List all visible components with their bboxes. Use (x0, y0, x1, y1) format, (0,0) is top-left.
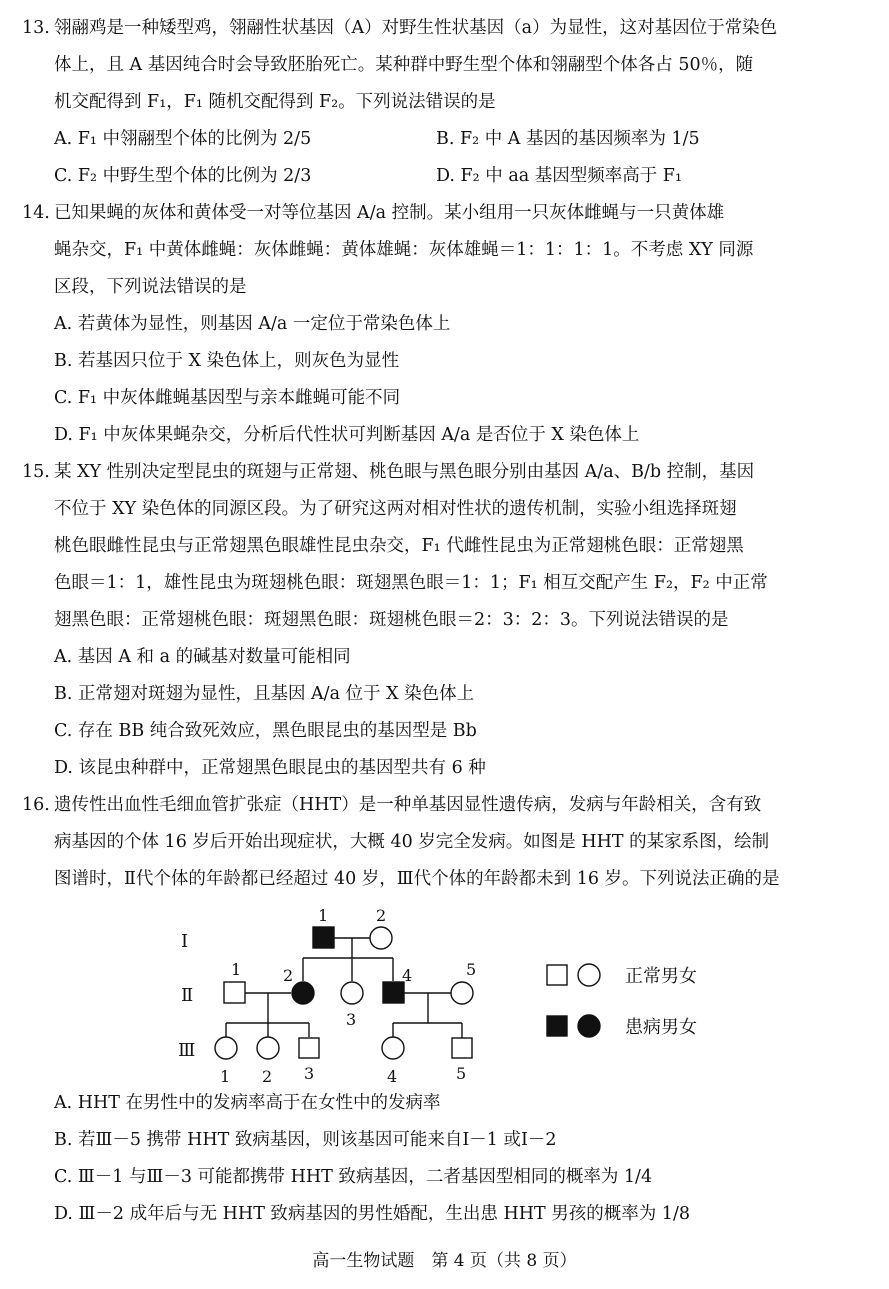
num-I-2: 2 (376, 906, 387, 925)
q16-option-b: B. 若Ⅲ－5 携带 HHT 致病基因，则该基因可能来自Ⅰ－1 或Ⅰ－2 (54, 1130, 557, 1150)
q15-line-1: 某 XY 性别决定型昆虫的斑翅与正常翅、桃色眼与黑色眼分别由基因 A/a、B/b 控制，基因 (54, 462, 755, 482)
q13-line-2: 体上，且 A 基因纯合时会导致胚胎死亡。某种群中野生型个体和翎翮型个体各占 50％，随 (54, 55, 754, 75)
legend-affected-male-icon (547, 1016, 567, 1036)
q14-line-1: 已知果蝇的灰体和黄体受一对等位基因 A/a 控制。某小组用一只灰体雌蝇与一只黄体雄 (54, 203, 725, 223)
q15-line-2: 不位于 XY 染色体的同源区段。为了研究这两对相对性状的遗传机制，实验小组选择斑翅 (54, 499, 737, 519)
legend-normal-label: 正常男女 (625, 966, 697, 987)
pedigree-diagram (0, 895, 889, 1090)
q13-option-d: D. F₂ 中 aa 基因型频率高于 F₁ (436, 166, 682, 186)
q16-number: 16. (22, 795, 50, 815)
individual-II-4-affected-male (383, 982, 404, 1003)
q14-line-3: 区段，下列说法错误的是 (54, 277, 247, 297)
individual-III-3-normal-male (299, 1038, 319, 1058)
individual-I-1-affected-male (313, 927, 334, 948)
legend-affected-female-icon (578, 1015, 600, 1037)
q15-line-4: 色眼＝1：1，雄性昆虫为斑翅桃色眼：斑翅黑色眼＝1：1；F₁ 相互交配产生 F₂，F₂ 中正常 (54, 573, 768, 593)
q13-line-1: 翎翮鸡是一种矮型鸡，翎翮性状基因（A）对野生性状基因（a）为显性，这对基因位于常染色 (54, 18, 778, 38)
q15-option-c: C. 存在 BB 纯合致死效应，黑色眼昆虫的基因型是 Bb (54, 721, 477, 741)
num-II-2: 2 (283, 966, 294, 985)
num-III-2: 2 (262, 1067, 273, 1086)
q14-line-2: 蝇杂交，F₁ 中黄体雌蝇：灰体雌蝇：黄体雄蝇：灰体雄蝇＝1：1：1：1。不考虑 XY 同源 (54, 240, 754, 260)
q15-option-d: D. 该昆虫种群中，正常翅黑色眼昆虫的基因型共有 6 种 (54, 758, 486, 778)
num-III-1: 1 (220, 1067, 231, 1086)
gen-label-II: Ⅱ (181, 985, 194, 1006)
gen-label-III: Ⅲ (178, 1040, 196, 1061)
q14-option-b: B. 若基因只位于 X 染色体上，则灰色为显性 (54, 351, 400, 371)
gen-label-I: Ⅰ (181, 931, 189, 952)
q16-line-3: 图谱时，Ⅱ代个体的年龄都已经超过 40 岁，Ⅲ代个体的年龄都未到 16 岁。下列说法正确的是 (54, 869, 780, 889)
legend-normal-male-icon (547, 965, 567, 985)
q16-line-2: 病基因的个体 16 岁后开始出现症状，大概 40 岁完全发病。如图是 HHT 的某家系图，绘制 (54, 832, 770, 852)
q15-line-3: 桃色眼雌性昆虫与正常翅黑色眼雄性昆虫杂交，F₁ 代雌性昆虫为正常翅桃色眼：正常翅黑 (54, 536, 744, 556)
num-II-5: 5 (466, 960, 477, 979)
num-III-3: 3 (304, 1064, 315, 1083)
q13-option-a: A. F₁ 中翎翮型个体的比例为 2/5 (54, 129, 312, 149)
q13-line-3: 机交配得到 F₁，F₁ 随机交配得到 F₂。下列说法错误的是 (54, 92, 496, 112)
num-III-4: 4 (387, 1067, 398, 1086)
num-III-5: 5 (456, 1064, 467, 1083)
q13-option-b: B. F₂ 中 A 基因的基因频率为 1/5 (436, 129, 700, 149)
q15-line-5: 翅黑色眼：正常翅桃色眼：斑翅黑色眼：斑翅桃色眼＝2：3：2：3。下列说法错误的是 (54, 610, 729, 630)
q15-option-a: A. 基因 A 和 a 的碱基对数量可能相同 (54, 647, 351, 667)
individual-II-2-affected-female (292, 982, 314, 1004)
q14-option-d: D. F₁ 中灰体果蝇杂交，分析后代性状可判断基因 A/a 是否位于 X 染色体上 (54, 425, 640, 445)
individual-III-5-normal-male (452, 1038, 472, 1058)
q14-option-c: C. F₁ 中灰体雌蝇基因型与亲本雌蝇可能不同 (54, 388, 401, 408)
q13-option-c: C. F₂ 中野生型个体的比例为 2/3 (54, 166, 312, 186)
num-II-1: 1 (231, 960, 242, 979)
q16-option-d: D. Ⅲ－2 成年后与无 HHT 致病基因的男性婚配，生出患 HHT 男孩的概率为 1/8 (54, 1204, 690, 1224)
num-II-3: 3 (346, 1010, 357, 1029)
individual-III-2-normal-female (257, 1037, 279, 1059)
individual-III-4-normal-female (382, 1037, 404, 1059)
individual-III-1-normal-female (215, 1037, 237, 1059)
num-I-1: 1 (318, 906, 329, 925)
q14-option-a: A. 若黄体为显性，则基因 A/a 一定位于常染色体上 (54, 314, 451, 334)
individual-I-2-normal-female (370, 927, 392, 949)
page-footer: 高一生物试题 第 4 页（共 8 页） (312, 1251, 577, 1271)
q15-option-b: B. 正常翅对斑翅为显性，且基因 A/a 位于 X 染色体上 (54, 684, 475, 704)
num-II-4: 4 (402, 966, 413, 985)
individual-II-5-normal-female (451, 982, 473, 1004)
legend-normal-female-icon (578, 964, 600, 986)
q16-option-c: C. Ⅲ－1 与Ⅲ－3 可能都携带 HHT 致病基因，二者基因型相同的概率为 1/4 (54, 1167, 653, 1187)
individual-II-1-normal-male (224, 982, 245, 1003)
q13-number: 13. (22, 18, 50, 38)
q16-line-1: 遗传性出血性毛细血管扩张症（HHT）是一种单基因显性遗传病，发病与年龄相关，含有致 (54, 795, 762, 815)
individual-II-3-normal-female (341, 982, 363, 1004)
q14-number: 14. (22, 203, 50, 223)
legend-affected-label: 患病男女 (625, 1017, 697, 1038)
q16-option-a: A. HHT 在男性中的发病率高于在女性中的发病率 (54, 1093, 441, 1113)
q15-number: 15. (22, 462, 50, 482)
